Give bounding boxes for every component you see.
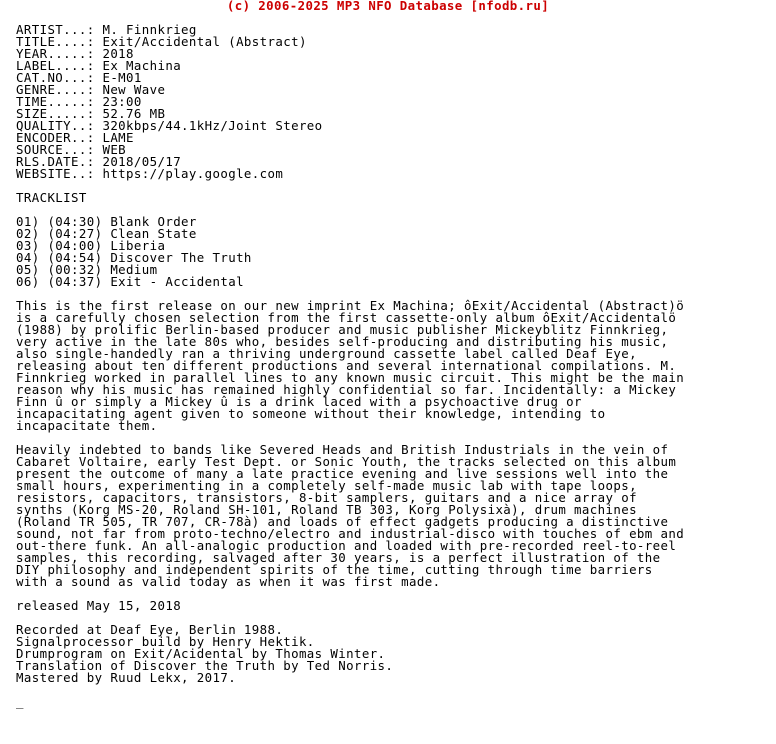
- nfo-line: TIME.....: 23:00: [16, 94, 142, 109]
- nfo-line: QUALITY..: 320kbps/44.1kHz/Joint Stereo: [16, 118, 323, 133]
- nfo-line: This is the first release on our new imprint Ex Machina; ôExit/Accidental (Abstract)ö: [16, 298, 685, 313]
- nfodb-copyright-header[interactable]: (c) 2006-2025 MP3 NFO Database [nfodb.ru]: [226, 0, 550, 13]
- blank-line: [16, 684, 768, 696]
- nfo-line: Finn û or simply a Mickey û is a drink laced with a psychoactive drug or: [16, 394, 582, 409]
- nfo-line: is a carefully chosen selection from the first cassette-only album ôExit/Accidentalö: [16, 310, 677, 325]
- nfo-line: LABEL....: Ex Machina: [16, 58, 182, 73]
- nfo-line: reason why his music has remained highly confidential so far. Incidentally: a Mickey: [16, 382, 677, 397]
- nfo-line: small hours, experimenting in a completely self-made music lab with tape loops,: [16, 478, 637, 493]
- blank-line: [16, 180, 768, 192]
- nfo-line: also single-handedly ran a thriving underground cassette label called Deaf Eye,: [16, 346, 637, 361]
- nfo-line: Cabaret Voltaire, early Test Dept. or Sonic Youth, the tracks selected on this album: [16, 454, 677, 469]
- nfo-line: 05) (00:32) Medium: [16, 262, 158, 277]
- nfo-line: out-there funk. An all-analogic production and loaded with pre-recorded reel-to-reel: [16, 538, 677, 553]
- nfo-line: 01) (04:30) Blank Order: [16, 214, 197, 229]
- nfo-line: Mastered by Ruud Lekx, 2017.: [16, 670, 237, 685]
- nfo-line: YEAR.....: 2018: [16, 46, 134, 61]
- nfo-line: Translation of Discover the Truth by Ted Norris.: [16, 658, 394, 673]
- nfo-line: (Roland TR 505, TR 707, CR-78à) and loads of effect gadgets producing a distinctive: [16, 514, 669, 529]
- nfo-line: resistors, capacitors, transistors, 8-bit samplers, guitars and a nice array of: [16, 490, 637, 505]
- nfo-line: present the outcome of many a late practice evening and live sessions well into the: [16, 466, 669, 481]
- nfo-line: incapacitate them.: [16, 418, 158, 433]
- nfo-line: DIY philosophy and independent spirits of the time, cutting through time barriers: [16, 562, 653, 577]
- nfo-line: ENCODER..: LAME: [16, 130, 134, 145]
- nfo-line: TRACKLIST: [16, 190, 87, 205]
- nfo-line: ARTIST...: M. Finnkrieg: [16, 22, 197, 37]
- nfo-line: sound, not far from proto-techno/electro and industrial-disco with touches of ebm and: [16, 526, 685, 541]
- nfo-line: 04) (04:54) Discover The Truth: [16, 250, 252, 265]
- nfo-line: SIZE.....: 52.76 MB: [16, 106, 166, 121]
- nfo-line: releasing about ten different productions and several international compilations. M.: [16, 358, 677, 373]
- nfo-line: Finnkrieg worked in parallel lines to any known music circuit. This might be the main: [16, 370, 685, 385]
- nfo-line: incapacitating agent given to someone without their knowledge, intending to: [16, 406, 606, 421]
- nfo-text-body: [16, 24, 768, 708]
- nfo-line: released May 15, 2018: [16, 598, 182, 613]
- nfo-line: very active in the late 80s who, besides self-producing and distributing his music,: [16, 334, 669, 349]
- nfo-line: Signalprocessor build by Henry Hektik.: [16, 634, 315, 649]
- nfo-line: 03) (04:00) Liberia: [16, 238, 166, 253]
- nfo-line: Drumprogram on Exit/Acidental by Thomas Winter.: [16, 646, 386, 661]
- nfo-line: RLS.DATE.: 2018/05/17: [16, 154, 182, 169]
- nfo-line: (1988) by prolific Berlin-based producer and music publisher Mickeyblitz Finnkrieg,: [16, 322, 669, 337]
- nfo-line: Heavily indebted to bands like Severed Heads and British Industrials in the vein of: [16, 442, 669, 457]
- nfo-line: 02) (04:27) Clean State: [16, 226, 197, 241]
- nfo-line: WEBSITE..: https://play.google.com: [16, 166, 284, 181]
- nfo-line: Recorded at Deaf Eye, Berlin 1988.: [16, 622, 284, 637]
- nfo-line: CAT.NO...: E-M01: [16, 70, 142, 85]
- nfo-line: with a sound as valid today as when it was first made.: [16, 574, 441, 589]
- nfo-line: TITLE....: Exit/Accidental (Abstract): [16, 34, 307, 49]
- nfo-line: samples, this recording, salvaged after 30 years, is a perfect illustration of the: [16, 550, 661, 565]
- nfo-line: 06) (04:37) Exit - Accidental: [16, 274, 244, 289]
- nfo-line: GENRE....: New Wave: [16, 82, 166, 97]
- nfo-line: _: [16, 694, 24, 709]
- nfo-line: synths (Korg MS-20, Roland SH-101, Roland TB 303, Korg Polysixà), drum machines: [16, 502, 637, 517]
- nfo-line: SOURCE...: WEB: [16, 142, 127, 157]
